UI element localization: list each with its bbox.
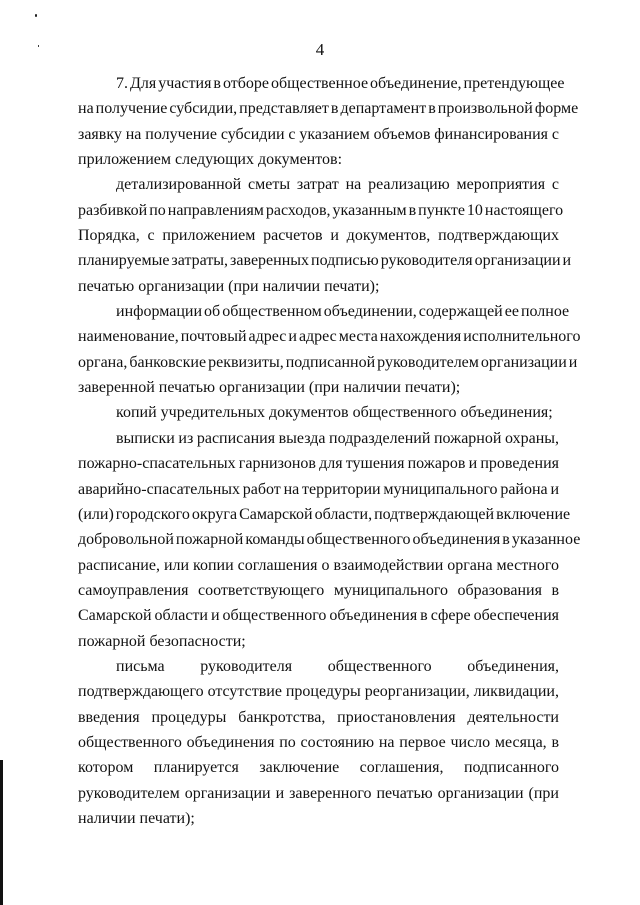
text-line: общественного объединения по состоянию на первое число месяца, в (78, 733, 559, 751)
text-line-row (78, 223, 559, 248)
text-line-row (78, 400, 559, 425)
text-line: добровольной пожарной команды общественного объединения в указанное (78, 531, 581, 549)
document-body (78, 71, 581, 831)
text-line: наименование, почтовый адрес и адрес места нахождения исполнительного (78, 328, 581, 346)
text-line-row (78, 198, 564, 223)
text-line-row (78, 375, 559, 400)
text-line-row (78, 172, 559, 197)
text-line: заявку на получение субсидии с указанием объемов финансирования с (78, 125, 559, 143)
text-line-row (78, 248, 572, 273)
text-line-row (78, 553, 559, 578)
text-line: аварийно-спасательных работ на территории муниципального района и (78, 480, 560, 498)
paragraph (78, 299, 581, 400)
scan-edge-line (0, 760, 3, 905)
page-number: 4 (315, 40, 325, 59)
text-line-row (78, 730, 559, 755)
paragraph (78, 71, 579, 172)
text-line-row (78, 426, 559, 451)
text-line-row (78, 324, 581, 349)
text-line-row (78, 274, 559, 299)
paragraph (78, 400, 559, 425)
text-line: пожарной безопасности; (78, 632, 246, 650)
text-line: расписание, или копии соглашения о взаимодействии органа местного (78, 556, 559, 574)
text-line-row (78, 122, 559, 147)
text-line: 7. Для участия в отборе общественное объединение, претендующее (116, 75, 565, 92)
text-line-row (78, 299, 570, 324)
text-line: (или) городского округа Самарской области, подтверждающей включение (78, 505, 571, 523)
text-line: заверенной печатью организации (при наличии печати); (78, 379, 461, 397)
text-line-row (78, 350, 578, 375)
text-line: информации об общественном объединении, содержащей ее полное (116, 303, 570, 321)
text-line: котором планируется заключение соглашения, подписанного (78, 759, 559, 777)
text-line-row (78, 451, 559, 476)
text-line-row (78, 629, 559, 654)
text-line: введения процедуры банкротства, приостановления деятельности (78, 708, 559, 726)
text-line-row (78, 502, 571, 527)
text-line-row (78, 578, 559, 603)
text-line: пожарно-спасательных гарнизонов для тушения пожаров и проведения (78, 455, 560, 473)
paragraph (78, 426, 581, 654)
text-line: выписки из расписания выезда подразделений пожарной охраны, (116, 429, 560, 447)
text-line-row (78, 781, 559, 806)
text-line: подтверждающего отсутствие процедуры реорганизации, ликвидации, (78, 683, 559, 701)
text-line-row (78, 679, 559, 704)
text-line: печатью организации (при наличии печати); (78, 277, 380, 295)
text-line: на получение субсидии, представляет в департамент в произвольной форме (78, 100, 579, 118)
text-line: Самарской области и общественного объединения в сфере обеспечения (78, 607, 560, 625)
text-line: наличии печати); (78, 809, 195, 827)
text-line: самоуправления соответствующего муниципального образования в (78, 581, 559, 599)
text-line: разбивкой по направлениям расходов, указанным в пункте 10 настоящего (78, 201, 564, 219)
scan-speck (35, 14, 37, 17)
text-line-row (78, 806, 559, 831)
text-line-row (78, 477, 559, 502)
text-line: приложением следующих документов: (78, 151, 343, 169)
text-line-row (78, 603, 559, 628)
text-line: письма руководителя общественного объединения, (116, 657, 559, 675)
text-line: копий учредительных документов общественного объединения; (116, 404, 553, 422)
paragraph (78, 654, 559, 831)
text-line: планируемые затраты, заверенных подписью руководителя организации и (78, 252, 572, 270)
text-line: органа, банковские реквизиты, подписанной руководителем организации и (78, 353, 578, 371)
text-line: руководителем организации и заверенного печатью организации (при (78, 784, 559, 802)
text-line-row (78, 96, 579, 121)
text-line-row (78, 654, 559, 679)
text-line-row (78, 147, 559, 172)
paragraph (78, 172, 572, 299)
text-line: детализированной сметы затрат на реализацию мероприятия с (116, 176, 559, 194)
text-line-row (78, 705, 559, 730)
text-line-row (78, 71, 565, 96)
text-line: Порядка, с приложением расчетов и документов, подтверждающих (78, 227, 559, 245)
text-line-row (78, 755, 559, 780)
text-line-row (78, 527, 581, 552)
